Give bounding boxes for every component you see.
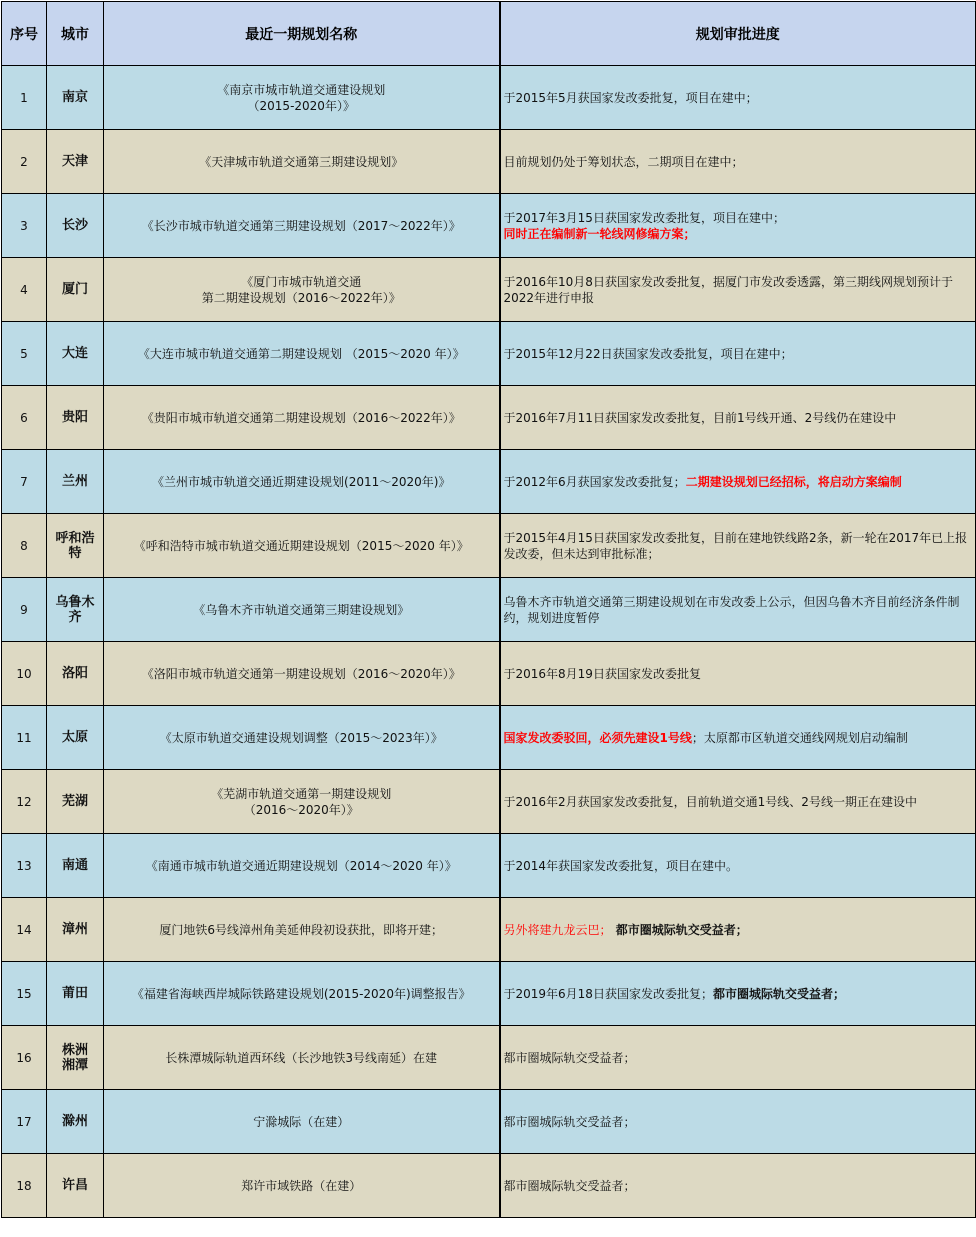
plan-name-line: 厦门地铁6号线漳州角美延伸段初设获批，即将开建； — [159, 922, 444, 937]
plan-name-line: 郑许市域铁路（在建） — [241, 1178, 362, 1193]
plan-name-line: 《兰州市城市轨道交通近期建设规划(2011～2020年)》 — [152, 474, 451, 489]
row-progress — [500, 386, 976, 450]
progress-text: 于2015年4月15日获国家发改委批复，目前在建地铁线路2条，新一轮在2017年已上报发改委，但未达到审批标准； — [503, 530, 968, 561]
plan-name-line: 《洛阳市城市轨道交通第一期建设规划（2016～2020年）》 — [141, 666, 461, 681]
plan-name-line: 《太原市轨道交通建设规划调整（2015～2023年）》 — [159, 730, 443, 745]
table-row — [2, 578, 976, 642]
row-progress — [500, 706, 976, 770]
row-index: 10 — [2, 642, 47, 706]
row-city: 株洲 湘潭 — [47, 1026, 104, 1090]
row-index: 5 — [2, 322, 47, 386]
progress-text: 都市圈城际轨交受益者； — [503, 1178, 636, 1193]
row-plan-name — [104, 706, 500, 770]
progress-text: 目前规划仍处于筹划状态，二期项目在建中； — [503, 154, 744, 169]
plan-name-line: （2016～2020年）》 — [243, 802, 359, 817]
plan-name-line: 《大连市城市轨道交通第二期建设规划 （2015～2020 年）》 — [137, 346, 465, 361]
table-row — [2, 962, 976, 1026]
row-plan-name — [104, 962, 500, 1026]
progress-text: 于2012年6月获国家发改委批复； — [503, 474, 686, 489]
row-plan-name — [104, 322, 500, 386]
table-row — [2, 1090, 976, 1154]
table-row — [2, 130, 976, 194]
planning-table — [1, 1, 976, 1218]
row-index: 8 — [2, 514, 47, 578]
progress-text: 乌鲁木齐市轨道交通第三期建设规划在市发改委上公示，但因乌鲁木齐目前经济条件制约，规划进度暂停 — [503, 594, 960, 625]
row-city: 长沙 — [47, 194, 104, 258]
row-city: 贵阳 — [47, 386, 104, 450]
row-progress — [500, 1154, 976, 1218]
plan-name-line: 《天津城市轨道交通第三期建设规划》 — [199, 154, 404, 169]
progress-text: 于2016年7月11日获国家发改委批复，目前1号线开通、2号线仍在建设中 — [503, 410, 897, 425]
table-row — [2, 642, 976, 706]
row-plan-name — [104, 578, 500, 642]
table-row — [2, 834, 976, 898]
row-plan-name — [104, 642, 500, 706]
plan-name-line: 《南京市城市轨道交通建设规划 — [217, 82, 386, 97]
table-row — [2, 194, 976, 258]
progress-text: 于2017年3月15日获国家发改委批复，项目在建中； — [503, 210, 785, 225]
plan-name-line: 《乌鲁木齐市轨道交通第三期建设规划》 — [193, 602, 410, 617]
row-city: 洛阳 — [47, 642, 104, 706]
progress-text: 于2016年2月获国家发改委批复，目前轨道交通1号线、2号线一期正在建设中 — [503, 794, 917, 809]
row-progress — [500, 898, 976, 962]
progress-text: 于2015年5月获国家发改委批复，项目在建中； — [503, 90, 758, 105]
progress-text: 国家发改委驳回，必须先建设1号线 — [503, 730, 692, 745]
table-row — [2, 258, 976, 322]
header-city: 城市 — [47, 2, 104, 66]
table-row — [2, 66, 976, 130]
progress-text: 二期建设规划已经招标，将启动方案编制 — [685, 474, 902, 489]
row-index: 9 — [2, 578, 47, 642]
progress-text: 于2019年6月18日获国家发改委批复； — [503, 986, 713, 1001]
plan-name-line: 第二期建设规划（2016～2022年）》 — [201, 290, 401, 305]
row-index: 18 — [2, 1154, 47, 1218]
row-progress — [500, 578, 976, 642]
row-city: 大连 — [47, 322, 104, 386]
row-city: 许昌 — [47, 1154, 104, 1218]
row-index: 13 — [2, 834, 47, 898]
plan-name-line: 《长沙市城市轨道交通第三期建设规划（2017～2022年）》 — [141, 218, 461, 233]
row-index: 14 — [2, 898, 47, 962]
row-index: 11 — [2, 706, 47, 770]
table-row — [2, 770, 976, 834]
row-index: 17 — [2, 1090, 47, 1154]
header-index: 序号 — [2, 2, 47, 66]
row-progress — [500, 194, 976, 258]
row-index: 6 — [2, 386, 47, 450]
row-plan-name — [104, 898, 500, 962]
row-plan-name — [104, 1154, 500, 1218]
progress-text: 都市圈城际轨交受益者； — [503, 1114, 636, 1129]
table-row — [2, 706, 976, 770]
plan-name-line: 《贵阳市城市轨道交通第二期建设规划（2016～2022年）》 — [141, 410, 461, 425]
row-city: 滁州 — [47, 1090, 104, 1154]
row-plan-name — [104, 450, 500, 514]
row-progress — [500, 962, 976, 1026]
table-row — [2, 1154, 976, 1218]
header-progress: 规划审批进度 — [500, 2, 976, 66]
row-progress — [500, 450, 976, 514]
row-city: 天津 — [47, 130, 104, 194]
row-index: 12 — [2, 770, 47, 834]
plan-name-line: 《南通市城市轨道交通近期建设规划（2014～2020 年）》 — [145, 858, 457, 873]
row-plan-name — [104, 1090, 500, 1154]
row-city: 兰州 — [47, 450, 104, 514]
row-index: 7 — [2, 450, 47, 514]
table-row — [2, 450, 976, 514]
table-row — [2, 386, 976, 450]
progress-text: 都市圈城际轨交受益者； — [712, 986, 845, 1001]
table-row — [2, 1026, 976, 1090]
progress-text: 都市圈城际轨交受益者； — [611, 922, 748, 937]
row-plan-name — [104, 770, 500, 834]
plan-name-line: （2015-2020年）》 — [247, 98, 355, 113]
row-index: 1 — [2, 66, 47, 130]
row-index: 3 — [2, 194, 47, 258]
plan-name-line: 《芜湖市轨道交通第一期建设规划 — [211, 786, 392, 801]
row-plan-name — [104, 514, 500, 578]
row-progress — [500, 834, 976, 898]
row-city: 太原 — [47, 706, 104, 770]
row-progress — [500, 770, 976, 834]
row-city: 莆田 — [47, 962, 104, 1026]
table-row — [2, 322, 976, 386]
row-plan-name — [104, 1026, 500, 1090]
row-progress — [500, 66, 976, 130]
row-index: 15 — [2, 962, 47, 1026]
row-progress — [500, 642, 976, 706]
plan-name-line: 《厦门市城市轨道交通 — [241, 274, 362, 289]
row-city: 南京 — [47, 66, 104, 130]
progress-text: 另外将建九龙云巴； — [503, 922, 612, 937]
row-progress — [500, 1026, 976, 1090]
progress-text: 都市圈城际轨交受益者； — [503, 1050, 636, 1065]
row-progress — [500, 1090, 976, 1154]
row-index: 2 — [2, 130, 47, 194]
row-index: 4 — [2, 258, 47, 322]
row-plan-name — [104, 66, 500, 130]
row-progress — [500, 514, 976, 578]
plan-name-line: 《福建省海峡西岸城际铁路建设规划(2015-2020年)调整报告》 — [131, 986, 471, 1001]
row-plan-name — [104, 258, 500, 322]
progress-text: ；太原都市区轨道交通线网规划启动编制 — [691, 730, 908, 745]
plan-name-line: 长株潭城际轨道西环线（长沙地铁3号线南延）在建 — [165, 1050, 438, 1065]
row-city: 南通 — [47, 834, 104, 898]
header-row — [2, 2, 976, 66]
table-row — [2, 898, 976, 962]
row-progress — [500, 130, 976, 194]
row-plan-name — [104, 130, 500, 194]
row-index: 16 — [2, 1026, 47, 1090]
row-city: 呼和浩 特 — [47, 514, 104, 578]
row-progress — [500, 322, 976, 386]
row-plan-name — [104, 194, 500, 258]
row-city: 漳州 — [47, 898, 104, 962]
row-progress — [500, 258, 976, 322]
plan-name-line: 宁滁城际（在建） — [253, 1114, 350, 1129]
row-city: 乌鲁木 齐 — [47, 578, 104, 642]
table-body — [2, 66, 976, 1218]
progress-text: 于2014年获国家发改委批复，项目在建中。 — [503, 858, 739, 873]
row-plan-name — [104, 834, 500, 898]
progress-text: 于2015年12月22日获国家发改委批复，项目在建中； — [503, 346, 793, 361]
plan-name-line: 《呼和浩特市城市轨道交通近期建设规划（2015～2020 年）》 — [133, 538, 469, 553]
progress-text: 于2016年10月8日获国家发改委批复，据厦门市发改委透露，第三期线网规划预计于2022年进行申报 — [503, 274, 953, 305]
table-row — [2, 514, 976, 578]
row-city: 芜湖 — [47, 770, 104, 834]
row-city: 厦门 — [47, 258, 104, 322]
header-plan-name: 最近一期规划名称 — [104, 2, 500, 66]
progress-text: 于2016年8月19日获国家发改委批复 — [503, 666, 701, 681]
progress-text: 同时正在编制新一轮线网修编方案； — [503, 226, 696, 241]
row-plan-name — [104, 386, 500, 450]
